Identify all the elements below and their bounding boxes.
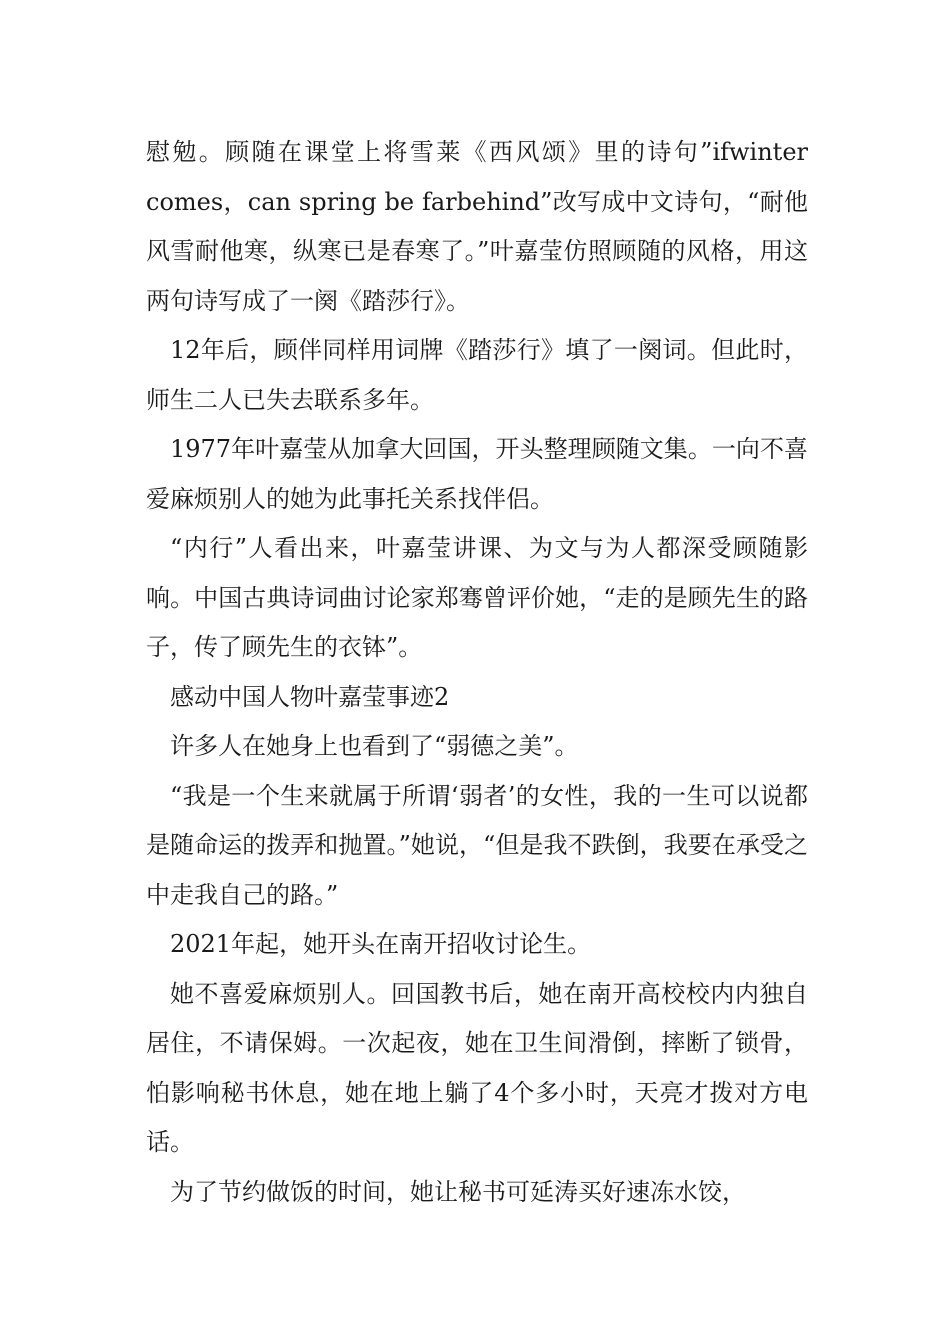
paragraph: 慰勉。顾随在课堂上将雪莱《西风颂》里的诗句”ifwinter comes，can spring be farbehind”改写成中文诗句，“耐他风雪耐他寒，纵寒已是春寒了。”叶嘉莹仿照顾随的风格，用这两句诗写成了一阕《踏莎行》。 bbox=[146, 138, 808, 315]
paragraph: 为了节约做饭的时间，她让秘书可延涛买好速冻水饺， bbox=[170, 1177, 746, 1206]
paragraph: 她不喜爱麻烦别人。回国教书后，她在南开高校校内内独自居住，不请保姆。一次起夜，她在卫生间滑倒，摔断了锁骨，怕影响秘书休息，她在地上躺了4个多小时，天亮才拨对方电话。 bbox=[146, 979, 808, 1156]
paragraph: “我是一个生来就属于所谓‘弱者’的女性，我的一生可以说都是随命运的拨弄和抛置。”她说，“但是我不跌倒，我要在承受之中走我自己的路。” bbox=[146, 781, 808, 909]
paragraph: 2021年起，她开头在南开招收讨论生。 bbox=[170, 930, 592, 958]
paragraph: “内行”人看出来，叶嘉莹讲课、为文与为人都深受顾随影响。中国古典诗词曲讨论家郑骞曾评价她，“走的是顾先生的路子，传了顾先生的衣钵”。 bbox=[146, 534, 808, 661]
paragraph: 12年后，顾伴同样用词牌《踏莎行》填了一阕词。但此时，师生二人已失去联系多年。 bbox=[146, 336, 808, 414]
document-body bbox=[146, 128, 808, 1217]
paragraph: 许多人在她身上也看到了“弱德之美”。 bbox=[170, 732, 579, 760]
section-heading: 感动中国人物叶嘉莹事迹2 bbox=[170, 682, 450, 711]
paragraph: 1977年叶嘉莹从加拿大回国，开头整理顾随文集。一向不喜爱麻烦别人的她为此事托关系找伴侣。 bbox=[146, 435, 808, 513]
